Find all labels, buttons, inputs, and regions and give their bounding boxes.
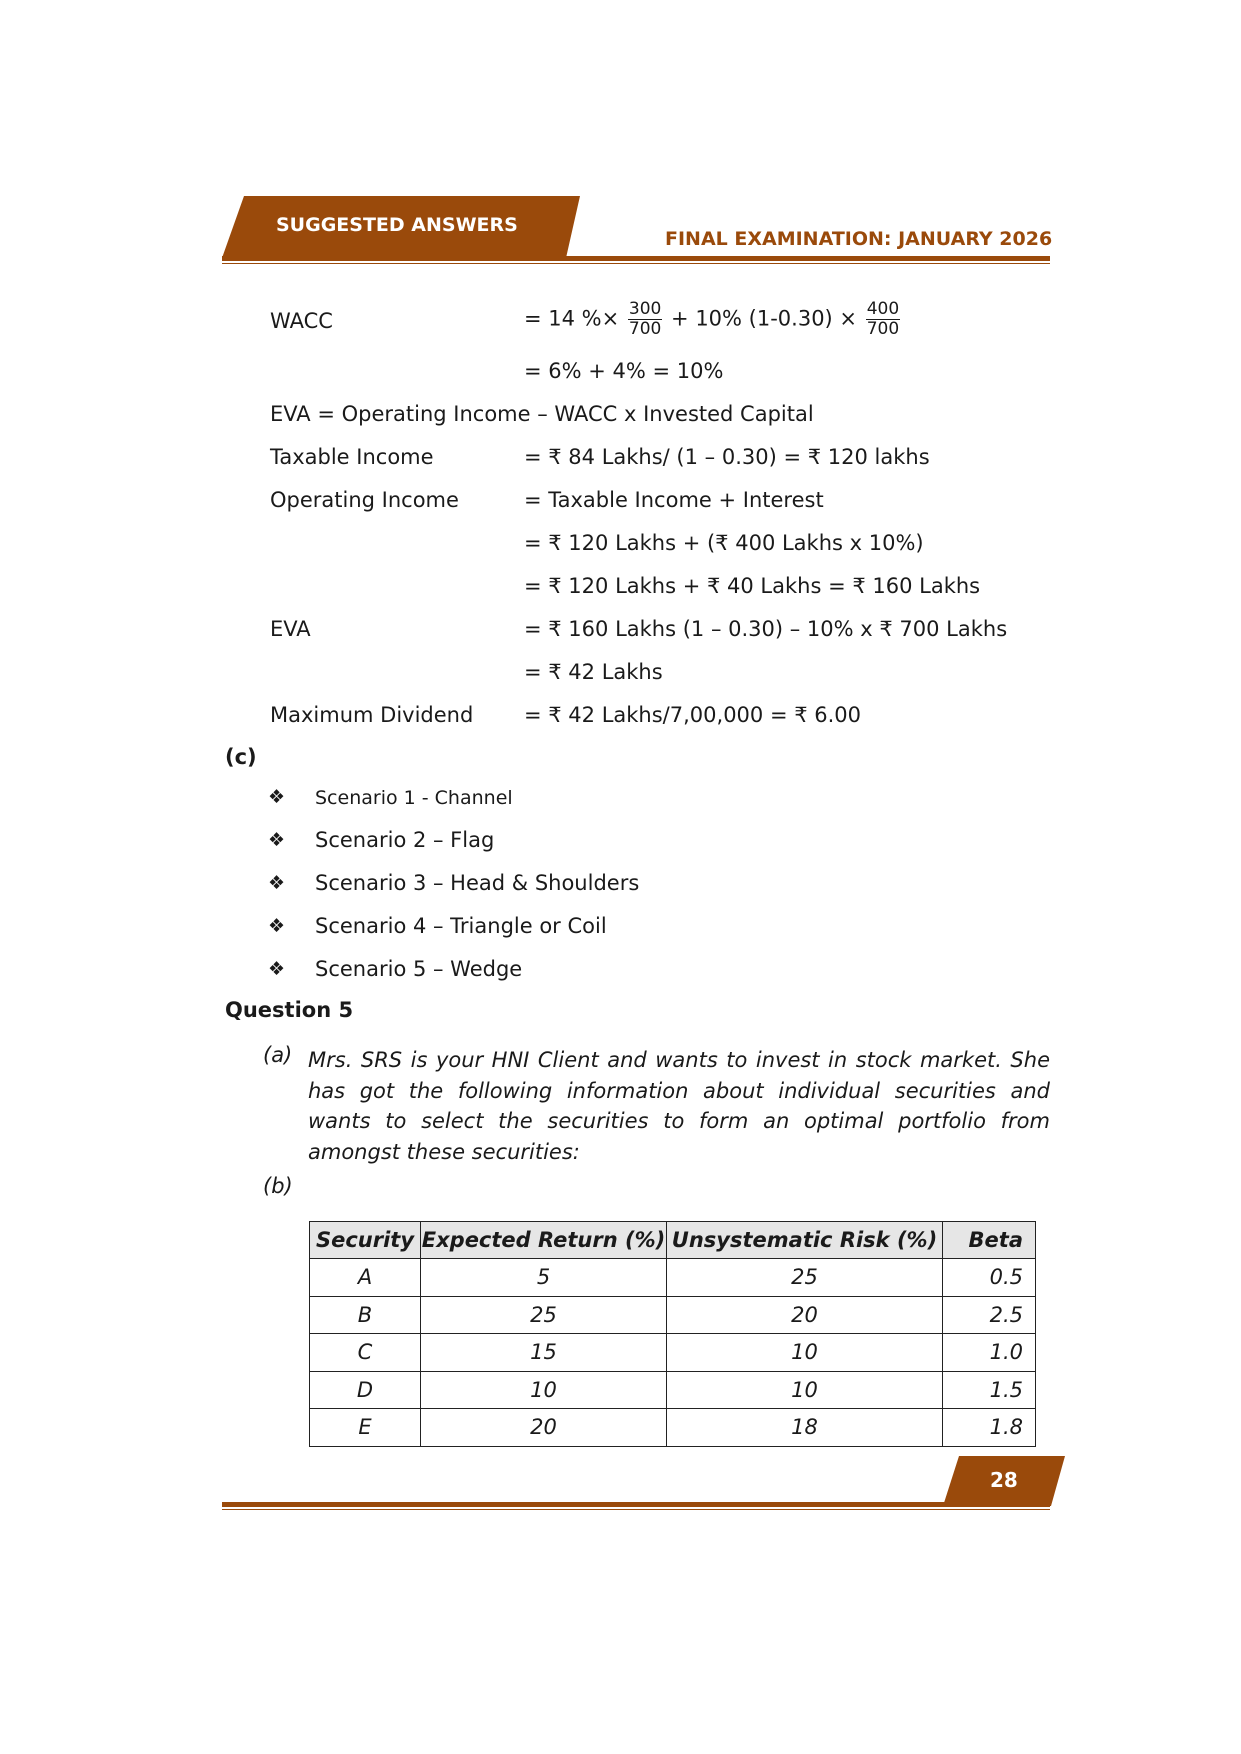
part-c-label: (c) [225, 745, 257, 769]
cell-beta: 0.5 [943, 1259, 1036, 1297]
wacc-frac1-den: 700 [628, 319, 662, 339]
part-a-label: (a) [263, 1043, 293, 1067]
operating-income-line1: = Taxable Income + Interest [524, 488, 824, 512]
header-rule-thin [222, 263, 1050, 264]
eva-formula: EVA = Operating Income – WACC x Invested Capital [270, 402, 814, 426]
scenario-item: Scenario 1 - Channel [315, 787, 513, 809]
wacc-eq-mid: + 10% (1-0.30) × [671, 306, 858, 331]
cell-unsystematic-risk: 10 [667, 1371, 943, 1409]
max-dividend-label: Maximum Dividend [270, 703, 474, 727]
wacc-fraction-1 [628, 300, 662, 339]
operating-income-line3: = ₹ 120 Lakhs + ₹ 40 Lakhs = ₹ 160 Lakhs [524, 574, 981, 598]
cell-unsystematic-risk: 10 [667, 1334, 943, 1372]
scenario-item: Scenario 4 – Triangle or Coil [315, 914, 607, 938]
cell-security: D [310, 1371, 421, 1409]
cell-unsystematic-risk: 25 [667, 1259, 943, 1297]
scenario-item: Scenario 2 – Flag [315, 828, 495, 852]
cell-unsystematic-risk: 20 [667, 1296, 943, 1334]
page-number: 28 [990, 1468, 1018, 1492]
cell-expected-return: 10 [421, 1371, 667, 1409]
wacc-frac1-num: 300 [628, 299, 662, 319]
eva-line1: = ₹ 160 Lakhs (1 – 0.30) – 10% x ₹ 700 Lakhs [524, 617, 1008, 641]
securities-table [309, 1221, 1036, 1447]
eva-label: EVA [270, 617, 311, 641]
wacc-label: WACC [270, 309, 333, 333]
cell-security: E [310, 1409, 421, 1447]
wacc-frac2-num: 400 [866, 299, 900, 319]
table-row [310, 1296, 1036, 1334]
question-5-title: Question 5 [225, 998, 354, 1022]
table-row [310, 1409, 1036, 1447]
col-header-security: Security [310, 1222, 421, 1259]
taxable-income-label: Taxable Income [270, 445, 434, 469]
cell-expected-return: 25 [421, 1296, 667, 1334]
cell-beta: 2.5 [943, 1296, 1036, 1334]
cell-unsystematic-risk: 18 [667, 1409, 943, 1447]
wacc-formula [524, 300, 902, 339]
wacc-result: = 6% + 4% = 10% [524, 359, 724, 383]
cell-beta: 1.0 [943, 1334, 1036, 1372]
operating-income-line2: = ₹ 120 Lakhs + (₹ 400 Lakhs x 10%) [524, 531, 924, 555]
max-dividend-value: = ₹ 42 Lakhs/7,00,000 = ₹ 6.00 [524, 703, 862, 727]
wacc-eq-prefix: = 14 %× [524, 306, 620, 331]
cell-expected-return: 15 [421, 1334, 667, 1372]
part-b-label: (b) [263, 1174, 293, 1198]
col-header-expected-return: Expected Return (%) [421, 1222, 667, 1259]
wacc-frac2-den: 700 [866, 319, 900, 339]
header-rule [222, 256, 1050, 261]
bullet-icon: ❖ [268, 872, 286, 894]
table-header-row [310, 1222, 1036, 1259]
bullet-icon: ❖ [268, 958, 286, 980]
bullet-icon: ❖ [268, 915, 286, 937]
cell-beta: 1.5 [943, 1371, 1036, 1409]
bullet-icon: ❖ [268, 786, 286, 808]
eva-line2: = ₹ 42 Lakhs [524, 660, 663, 684]
scenario-item: Scenario 5 – Wedge [315, 957, 523, 981]
bullet-icon: ❖ [268, 829, 286, 851]
cell-expected-return: 20 [421, 1409, 667, 1447]
part-a-text: Mrs. SRS is your HNI Client and wants to invest in stock market. She has got the following information about individual securities and wants to select the securities to form an optimal portfolio from amongst these securities: [308, 1048, 1050, 1164]
footer-rule [222, 1502, 1050, 1507]
exam-title: FINAL EXAMINATION: JANUARY 2026 [665, 228, 1053, 250]
header-tab-label: SUGGESTED ANSWERS [276, 214, 518, 236]
wacc-fraction-2 [866, 300, 900, 339]
table-row [310, 1259, 1036, 1297]
scenario-item: Scenario 3 – Head & Shoulders [315, 871, 640, 895]
col-header-unsystematic-risk: Unsystematic Risk (%) [667, 1222, 943, 1259]
table-row [310, 1334, 1036, 1372]
taxable-income-value: = ₹ 84 Lakhs/ (1 – 0.30) = ₹ 120 lakhs [524, 445, 930, 469]
footer-rule-thin [222, 1509, 1050, 1510]
operating-income-label: Operating Income [270, 488, 459, 512]
cell-beta: 1.8 [943, 1409, 1036, 1447]
col-header-beta: Beta [943, 1222, 1036, 1259]
table-row [310, 1371, 1036, 1409]
cell-security: B [310, 1296, 421, 1334]
cell-expected-return: 5 [421, 1259, 667, 1297]
cell-security: A [310, 1259, 421, 1297]
cell-security: C [310, 1334, 421, 1372]
